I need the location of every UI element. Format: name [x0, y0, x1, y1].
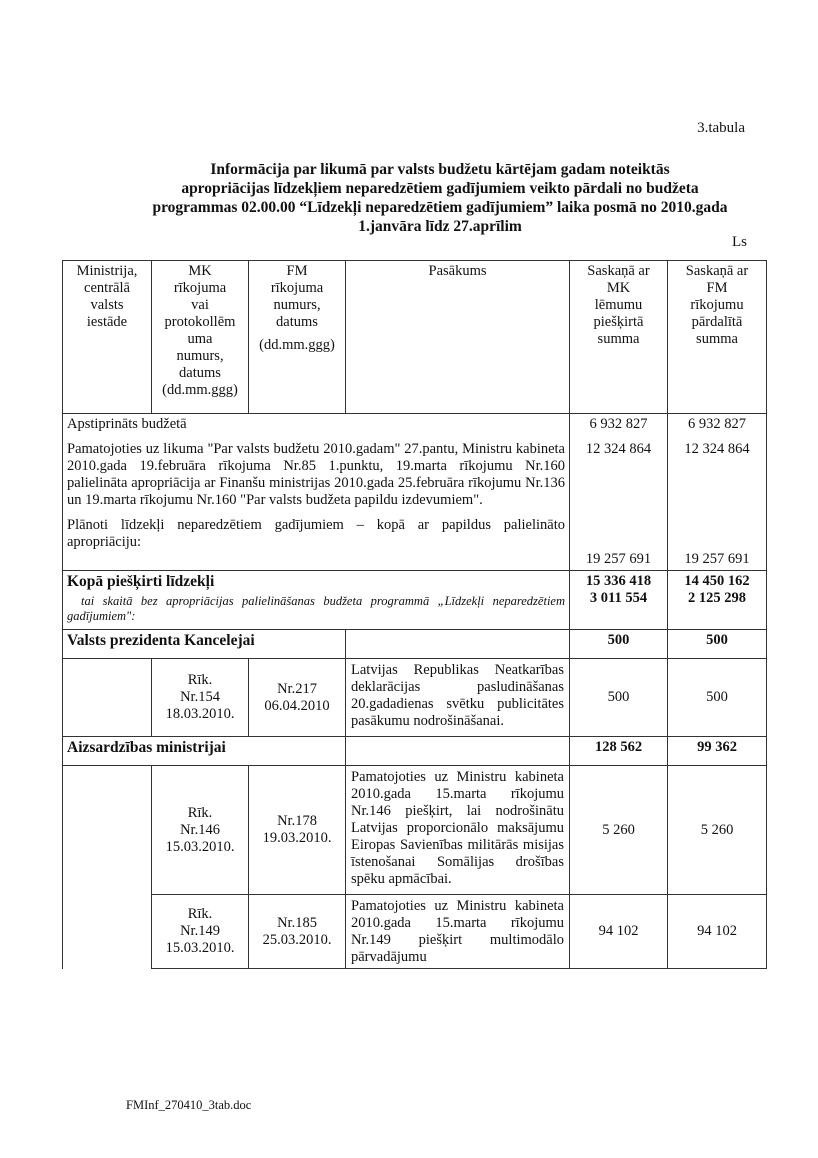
group-mk-total: 500: [570, 630, 668, 659]
total-allocated-sub-fm-value: 2 125 298: [688, 590, 746, 606]
table-row: [63, 895, 767, 969]
currency-unit: Ls: [732, 234, 747, 250]
title-line: 1.janvāra līdz 27.aprīlim: [358, 218, 522, 235]
total-allocated-label: Kopā piešķirti līdzekļi: [67, 573, 215, 590]
group-name: Aizsardzības ministrijai: [63, 737, 346, 766]
group-name: Valsts prezidenta Kancelejai: [63, 630, 346, 659]
group-row: [63, 630, 767, 659]
total-allocated-fm-value: 14 450 162: [684, 573, 750, 589]
title-line: Informācija par likumā par valsts budžetu kārtējam gadam noteiktās: [210, 161, 670, 178]
total-allocated-text-cell: [63, 571, 570, 630]
total-allocated-mk-cell: [570, 571, 668, 630]
measure-cell: Latvijas Republikas Neatkarības deklarācijas pasludināšanas 20.gadadienas svētku publicitātes pasākumu nodrošināšanai.: [346, 659, 570, 737]
file-name-footer: FMInf_270410_3tab.doc: [126, 1098, 252, 1112]
summary-mk-cell: [570, 414, 668, 571]
document-title: [120, 160, 760, 236]
header-fm-sum: Saskaņā ar FM rīkojumu pārdalītā summa: [668, 261, 767, 414]
table-row: [63, 766, 767, 895]
header-measure: Pasākums: [346, 261, 570, 414]
table-number-label: 3.tabula: [697, 120, 745, 136]
table-header-row: [63, 261, 767, 414]
total-allocated-fm-cell: [668, 571, 767, 630]
approved-label: Apstiprināts budžetā: [67, 416, 187, 432]
planned-text: Plānoti līdzekļi neparedzētiem gadījumiem – kopā ar papildus palielināto apropriāciju:: [67, 517, 565, 550]
increased-mk-value: 12 324 864: [585, 441, 652, 457]
header-mk-sum: Saskaņā ar MK lēmumu piešķirtā summa: [570, 261, 668, 414]
fm-order-cell: Nr.185 25.03.2010.: [249, 895, 346, 969]
increased-fm-value: 12 324 864: [684, 441, 750, 457]
fm-sum-cell: 5 260: [668, 766, 767, 895]
header-fm-order: FM rīkojuma numurs, datums (dd.mm.ggg): [249, 261, 346, 414]
title-line: programmas 02.00.00 “Līdzekļi neparedzētiem gadījumiem” laika posmā no 2010.gada: [152, 199, 728, 216]
group-row: [63, 737, 767, 766]
total-allocated-sublabel: tai skaitā bez apropriācijas palielināšanas budžeta programmā „Līdzekļi neparedzētiem gadījumiem":: [67, 594, 565, 623]
measure-cell: Pamatojoties uz Ministru kabineta 2010.gada 15.marta rīkojumu Nr.149 piešķirt multimodālo pārvadājumu: [346, 895, 570, 969]
group-fm-total: 99 362: [668, 737, 767, 766]
planned-fm-value: 19 257 691: [684, 551, 750, 567]
fm-order-cell: Nr.217 06.04.2010: [249, 659, 346, 737]
ministry-cell: [63, 659, 152, 737]
header-mk-order: MK rīkojuma vai protokollēm uma numurs, datums (dd.mm.ggg): [152, 261, 249, 414]
title-line: apropriācijas līdzekļiem neparedzētiem gadījumiem veikto pārdali no budžeta: [181, 180, 699, 197]
summary-fm-cell: [668, 414, 767, 571]
total-allocated-mk-value: 15 336 418: [585, 573, 652, 589]
total-allocated-sub-mk-value: 3 011 554: [589, 590, 648, 606]
approved-mk-value: 6 932 827: [589, 416, 648, 432]
mk-sum-cell: 500: [570, 659, 668, 737]
mk-sum-cell: 94 102: [570, 895, 668, 969]
group-fm-total: 500: [668, 630, 767, 659]
total-allocated-row: [63, 571, 767, 630]
summary-text-cell: [63, 414, 570, 571]
allocation-table: [62, 260, 767, 969]
group-mk-total: 128 562: [570, 737, 668, 766]
planned-mk-value: 19 257 691: [585, 551, 652, 567]
fm-sum-cell: 500: [668, 659, 767, 737]
increased-text: Pamatojoties uz likuma "Par valsts budžetu 2010.gadam" 27.pantu, Ministru kabineta 2010.gada 19.februāra rīkojuma Nr.85 1.punktu, 19.marta rīkojumu Nr.160 palielināta apropriācija ar Finanšu ministrijas 2010.gada 25.februāra rīkojumu Nr.136 un 19.marta rīkojumu Nr.160 "Par valsts budžeta papildu izdevumiem".: [67, 441, 565, 508]
group-empty-cell: [346, 630, 570, 659]
fm-sum-cell: 94 102: [668, 895, 767, 969]
mk-order-cell: Rīk. Nr.146 15.03.2010.: [152, 766, 249, 895]
ministry-cell: [63, 766, 152, 969]
header-ministry: Ministrija, centrālā valsts iestāde: [63, 261, 152, 414]
mk-sum-cell: 5 260: [570, 766, 668, 895]
fm-order-cell: Nr.178 19.03.2010.: [249, 766, 346, 895]
mk-order-cell: Rīk. Nr.154 18.03.2010.: [152, 659, 249, 737]
measure-cell: Pamatojoties uz Ministru kabineta 2010.gada 15.marta rīkojumu Nr.146 piešķirt, lai nodrošinātu Latvijas proporcionālo maksājumu Eiropas Savienības militārās misijas īstenošanai Somālijas drošības spēku apmācībai.: [346, 766, 570, 895]
summary-row: [63, 414, 767, 571]
table-row: [63, 659, 767, 737]
approved-fm-value: 6 932 827: [688, 416, 746, 432]
group-empty-cell: [346, 737, 570, 766]
mk-order-cell: Rīk. Nr.149 15.03.2010.: [152, 895, 249, 969]
